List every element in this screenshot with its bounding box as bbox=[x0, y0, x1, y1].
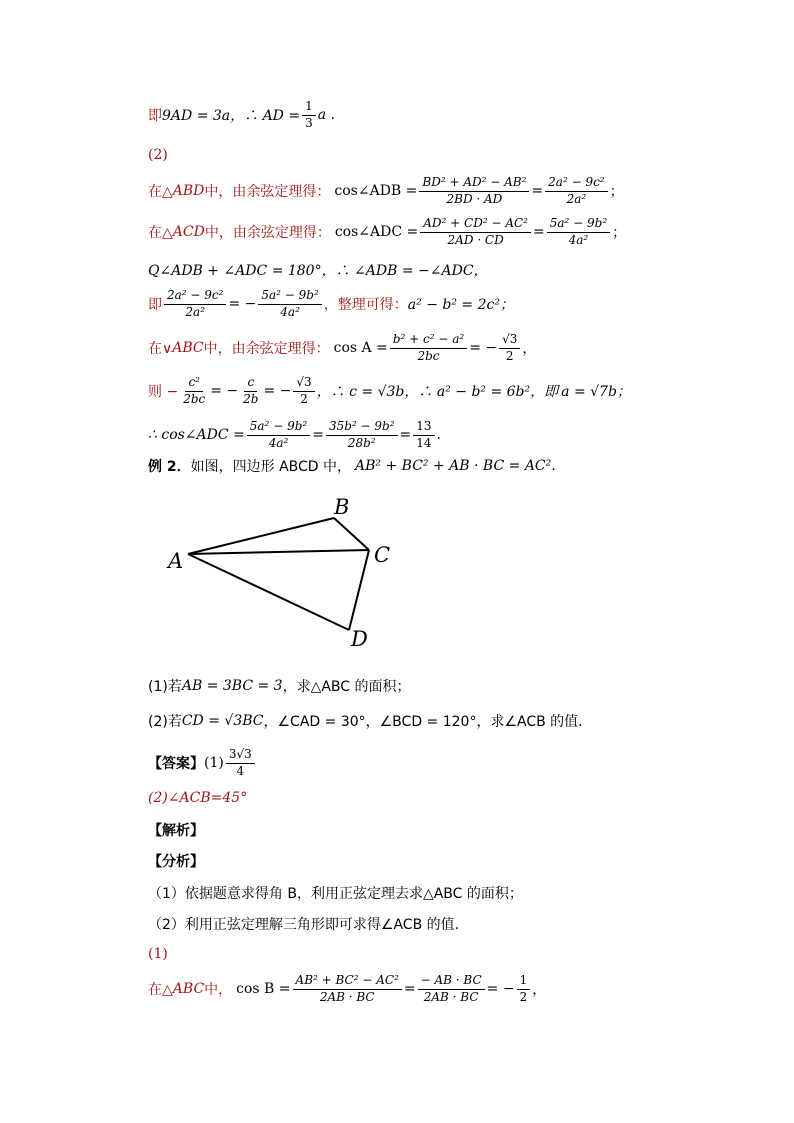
fenxi-label: 【分析】 bbox=[148, 854, 204, 870]
formula: AB² + BC² + AB · BC = AC² bbox=[355, 458, 552, 474]
text: ，∠CAD = 30°，∠BCD = 120°，求∠ACB 的值. bbox=[263, 714, 583, 730]
punct: ； bbox=[609, 184, 624, 201]
fraction bbox=[418, 974, 485, 1005]
fraction bbox=[326, 420, 398, 451]
step-1: （1）依据题意求得角 B，利用正弦定理去求△ABC 的面积； bbox=[148, 886, 523, 902]
fraction bbox=[293, 376, 314, 407]
question-2 bbox=[148, 711, 583, 731]
example-2 bbox=[148, 456, 556, 476]
equals: = bbox=[533, 224, 545, 241]
analysis-label: 【解析】 bbox=[148, 823, 204, 839]
label-a: A bbox=[168, 549, 184, 573]
text: 中，由余弦定理得： bbox=[203, 341, 330, 358]
part-1-label: (1) bbox=[148, 946, 168, 962]
fraction bbox=[226, 748, 255, 779]
label-b: B bbox=[334, 495, 350, 519]
formula: ，∴ c = √3b，∴ a² − b² = 6b²，即 bbox=[316, 384, 559, 401]
triangle-name: ABC bbox=[172, 981, 205, 998]
line-angle-sum: Q∠ADB + ∠ADC = 180°，∴ ∠ADB = −∠ADC， bbox=[148, 263, 488, 279]
frac-num: 5a² − 9b² bbox=[247, 420, 310, 436]
fraction bbox=[164, 289, 226, 320]
formula: AB = 3BC = 3 bbox=[181, 678, 283, 694]
frac-num: 13 bbox=[413, 420, 434, 436]
frac-num: 35b² − 9b² bbox=[326, 420, 398, 436]
fraction bbox=[390, 333, 467, 364]
segment-cd bbox=[349, 550, 369, 630]
text: 在△ bbox=[148, 982, 173, 999]
frac-num: c² bbox=[185, 376, 203, 392]
line-cos-adb bbox=[148, 176, 624, 207]
frac-den: 2a² bbox=[185, 304, 206, 319]
frac-den: 3 bbox=[305, 115, 313, 130]
frac-den: 4a² bbox=[268, 435, 289, 450]
fraction bbox=[419, 176, 529, 207]
text: 在∨ bbox=[148, 341, 173, 358]
punct: . bbox=[436, 427, 441, 444]
frac-den: 2 bbox=[505, 348, 514, 363]
frac-den: 14 bbox=[416, 435, 432, 450]
frac-den: 2a² bbox=[566, 191, 587, 206]
line-equation bbox=[148, 289, 514, 320]
equals: = bbox=[531, 183, 544, 200]
line-ad-equals bbox=[148, 100, 335, 131]
frac-num: − AB · BC bbox=[418, 974, 485, 990]
line-cos-adc bbox=[148, 217, 626, 248]
formula: cos B = bbox=[236, 981, 291, 998]
formula: 9AD = 3a，∴ AD = bbox=[162, 108, 301, 125]
fraction bbox=[293, 974, 402, 1005]
text: ，求△ABC 的面积； bbox=[282, 679, 411, 695]
text: 则 − bbox=[148, 384, 179, 401]
answer-line bbox=[148, 748, 257, 779]
example-label: 例 2． bbox=[148, 459, 191, 475]
punct: . bbox=[551, 458, 556, 474]
line-cos-result bbox=[148, 420, 441, 451]
segment-ad bbox=[188, 554, 349, 630]
fraction bbox=[517, 974, 531, 1005]
frac-den: 28b² bbox=[347, 435, 376, 450]
text: ，整理可得： bbox=[323, 297, 408, 314]
text: 中， bbox=[204, 982, 233, 999]
frac-num: 3√3 bbox=[226, 748, 255, 764]
frac-den: 2BD · AD bbox=[446, 191, 503, 206]
frac-den: 2 bbox=[519, 989, 528, 1004]
equals: = bbox=[399, 427, 412, 444]
formula: ∴ cos∠ADC = bbox=[148, 427, 245, 444]
frac-num: BD² + AD² − AB² bbox=[419, 176, 529, 192]
text: 中，由余弦定理得： bbox=[204, 184, 331, 201]
formula: cos A = bbox=[333, 340, 388, 357]
frac-num: 1 bbox=[517, 974, 531, 990]
fraction bbox=[240, 376, 261, 407]
fraction bbox=[180, 376, 208, 407]
answer-label: 【答案】 bbox=[148, 756, 204, 773]
triangle-name: ABC bbox=[172, 340, 204, 357]
fraction bbox=[413, 420, 434, 451]
frac-num: √3 bbox=[499, 333, 520, 349]
frac-den: 2AB · BC bbox=[319, 989, 375, 1004]
quadrilateral-figure bbox=[160, 494, 420, 654]
example-text: 如图，四边形 ABCD 中， bbox=[190, 459, 352, 475]
punct: ， bbox=[532, 982, 547, 999]
frac-den: 2b bbox=[243, 391, 259, 406]
text: 中，由余弦定理得： bbox=[204, 225, 331, 242]
formula: cos∠ADC = bbox=[334, 224, 419, 241]
equals: = bbox=[403, 981, 416, 998]
frac-num: c bbox=[244, 376, 257, 392]
frac-num: 5a² − 9b² bbox=[547, 217, 610, 233]
answer-2: (2)∠ACB=45° bbox=[148, 790, 248, 806]
frac-num: 5a² − 9b² bbox=[258, 289, 321, 305]
frac-den: 4a² bbox=[280, 304, 300, 319]
line-cos-a bbox=[148, 333, 536, 364]
frac-den: 2AB · BC bbox=[423, 989, 479, 1004]
equals: = − bbox=[210, 383, 239, 400]
frac-num: 2a² − 9c² bbox=[164, 289, 226, 305]
label-c: C bbox=[374, 543, 391, 567]
formula: CD = √3BC bbox=[181, 713, 264, 729]
segment-ab bbox=[188, 518, 334, 554]
text: 即 bbox=[148, 297, 162, 314]
triangle-name: ACD bbox=[172, 224, 205, 241]
frac-num: AB² + BC² − AC² bbox=[293, 974, 402, 990]
frac-den: 2 bbox=[300, 391, 308, 406]
frac-num: 2a² − 9c² bbox=[545, 176, 607, 192]
frac-den: 2bc bbox=[183, 391, 206, 406]
line-then bbox=[148, 376, 631, 407]
fraction bbox=[547, 217, 610, 248]
label-d: D bbox=[351, 627, 368, 651]
text: (1) bbox=[204, 755, 224, 772]
frac-den: 4a² bbox=[568, 232, 589, 247]
punct: ； bbox=[612, 225, 627, 242]
frac-den: 2AD · CD bbox=[447, 232, 504, 247]
frac-den: 2bc bbox=[417, 348, 440, 363]
line-cos-b bbox=[148, 974, 546, 1005]
punct: ， bbox=[522, 341, 537, 358]
frac-num: 1 bbox=[302, 100, 316, 116]
text: 在△ bbox=[148, 184, 173, 201]
equals: = − bbox=[469, 340, 498, 357]
segment-bc bbox=[334, 518, 369, 550]
question-1 bbox=[148, 676, 411, 696]
formula: a = √7b； bbox=[561, 384, 631, 401]
frac-num: b² + c² − a² bbox=[390, 333, 467, 349]
frac-den: 4 bbox=[236, 763, 245, 778]
equals: = − bbox=[263, 383, 292, 400]
fraction bbox=[258, 289, 321, 320]
fraction bbox=[302, 100, 316, 131]
fraction bbox=[545, 176, 607, 207]
text: (2)若 bbox=[148, 714, 182, 730]
fraction bbox=[420, 217, 531, 248]
equals: = − bbox=[228, 296, 257, 313]
text: 在△ bbox=[148, 225, 173, 242]
frac-num: √3 bbox=[293, 376, 314, 392]
formula-end: a . bbox=[317, 107, 335, 124]
formula: cos∠ADB = bbox=[334, 183, 418, 200]
formula: a² − b² = 2c²； bbox=[407, 297, 514, 314]
equals: = bbox=[312, 427, 324, 444]
triangle-name: ABD bbox=[172, 183, 205, 200]
text: (1)若 bbox=[148, 679, 182, 695]
text: 即 bbox=[148, 108, 162, 125]
equals: = − bbox=[486, 981, 515, 998]
frac-num: AD² + CD² − AC² bbox=[420, 217, 531, 233]
segment-ac bbox=[188, 550, 369, 554]
fraction bbox=[247, 420, 310, 451]
step-2: （2）利用正弦定理解三角形即可求得∠ACB 的值. bbox=[148, 917, 460, 933]
fraction bbox=[499, 333, 520, 364]
part-2-label: (2) bbox=[148, 147, 168, 163]
